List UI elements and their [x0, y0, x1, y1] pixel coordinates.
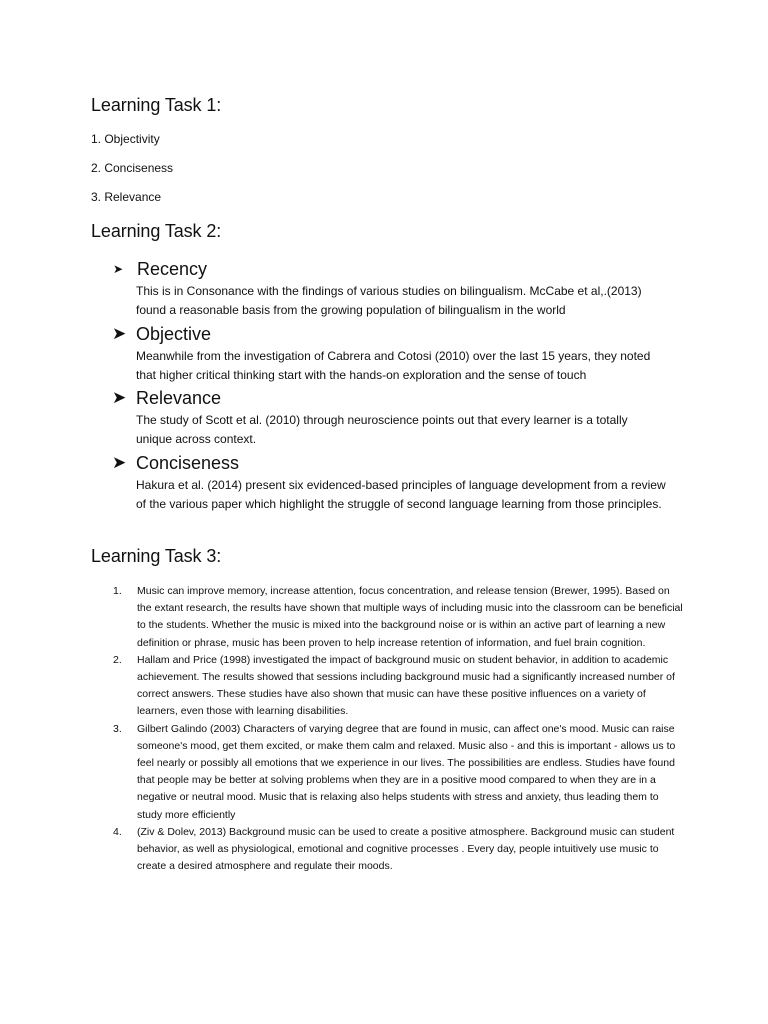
arrow-bullet-icon: ➤	[112, 388, 127, 407]
list-item-number: 3.	[113, 722, 122, 735]
arrow-bullet-icon: ➤	[112, 324, 127, 343]
list-item	[113, 721, 683, 824]
section-title: Relevance	[136, 388, 222, 408]
task3-list	[113, 583, 683, 875]
list-item-number: 2.	[113, 653, 122, 666]
task2-section-recency	[112, 258, 672, 319]
section-body: Hakura et al. (2014) present six evidenced-based principles of language development from a review of the various paper which highlight the struggle of second language learning from those principles.	[136, 478, 666, 511]
task1-item-objectivity: 1. Objectivity	[91, 132, 160, 146]
list-item-number: 4.	[113, 825, 122, 838]
task1-heading: Learning Task 1:	[91, 95, 222, 115]
section-body: The study of Scott et al. (2010) through neuroscience points out that every learner is a totally unique across context.	[136, 413, 628, 446]
task2-section-relevance	[112, 387, 672, 448]
list-item-text: Gilbert Galindo (2003) Characters of varying degree that are found in music, can affect one's mood. Music can raise someone's mood, get them excited, or make them calm and relaxed. Music also - and this is important - allows us to feel nearly or possibly all emotions that we experience in our lives. The possibilities are endless. Studies have found that people may be better at solving problems when they are in a positive mood compared to when they are in a negative or neutral mood. Music that is relaxing also helps students with stress and anxiety, thus leading them to study more efficiently	[137, 722, 676, 821]
section-body: This is in Consonance with the findings of various studies on bilingualism. McCabe et al,.(2013) found a reasonable basis from the growing population of bilingualism in the world	[136, 284, 642, 317]
arrow-bullet-icon: ➤	[113, 262, 124, 276]
list-item	[113, 652, 683, 721]
section-title: Recency	[137, 259, 208, 279]
list-item-text: (Ziv & Dolev, 2013) Background music can be used to create a positive atmosphere. Background music can student behavior, as well as physiological, emotional and cognitive processes . Every day, people intuitively use music to create a desired atmosphere and regulate their moods.	[137, 825, 675, 873]
list-item-text: Music can improve memory, increase attention, focus concentration, and release tension (Brewer, 1995). Based on the extant research, the results have shown that multiple ways of including music into the classroom can be beneficial to the students. Whether the music is mixed into the background noise or is within an active part of learning a new definition or phrase, music has been proven to help increase retention of information, and fuel brain cognition.	[137, 585, 683, 649]
task2-section-conciseness	[112, 452, 672, 513]
task2-heading: Learning Task 2:	[91, 221, 222, 241]
task3-heading: Learning Task 3:	[91, 546, 222, 566]
list-item-text: Hallam and Price (1998) investigated the impact of background music on student behavior, in addition to academic achievement. The results showed that sessions including background music had a significantly increased number of correct answers. These studies have also shown that music can have these positive influences on a variety of learners, even those with learning disabilities.	[137, 653, 675, 718]
section-title: Objective	[136, 324, 212, 344]
list-item	[113, 824, 683, 876]
task1-item-conciseness: 2. Conciseness	[91, 161, 174, 175]
task1-item-relevance: 3. Relevance	[91, 190, 162, 204]
list-item	[113, 583, 683, 652]
section-title: Conciseness	[136, 453, 240, 473]
list-item-number: 1.	[113, 585, 122, 597]
arrow-bullet-icon: ➤	[112, 453, 127, 472]
task2-section-objective	[112, 323, 672, 384]
section-body: Meanwhile from the investigation of Cabrera and Cotosi (2010) over the last 15 years, they noted that higher critical thinking start with the hands-on exploration and the sense of touch	[136, 349, 651, 382]
